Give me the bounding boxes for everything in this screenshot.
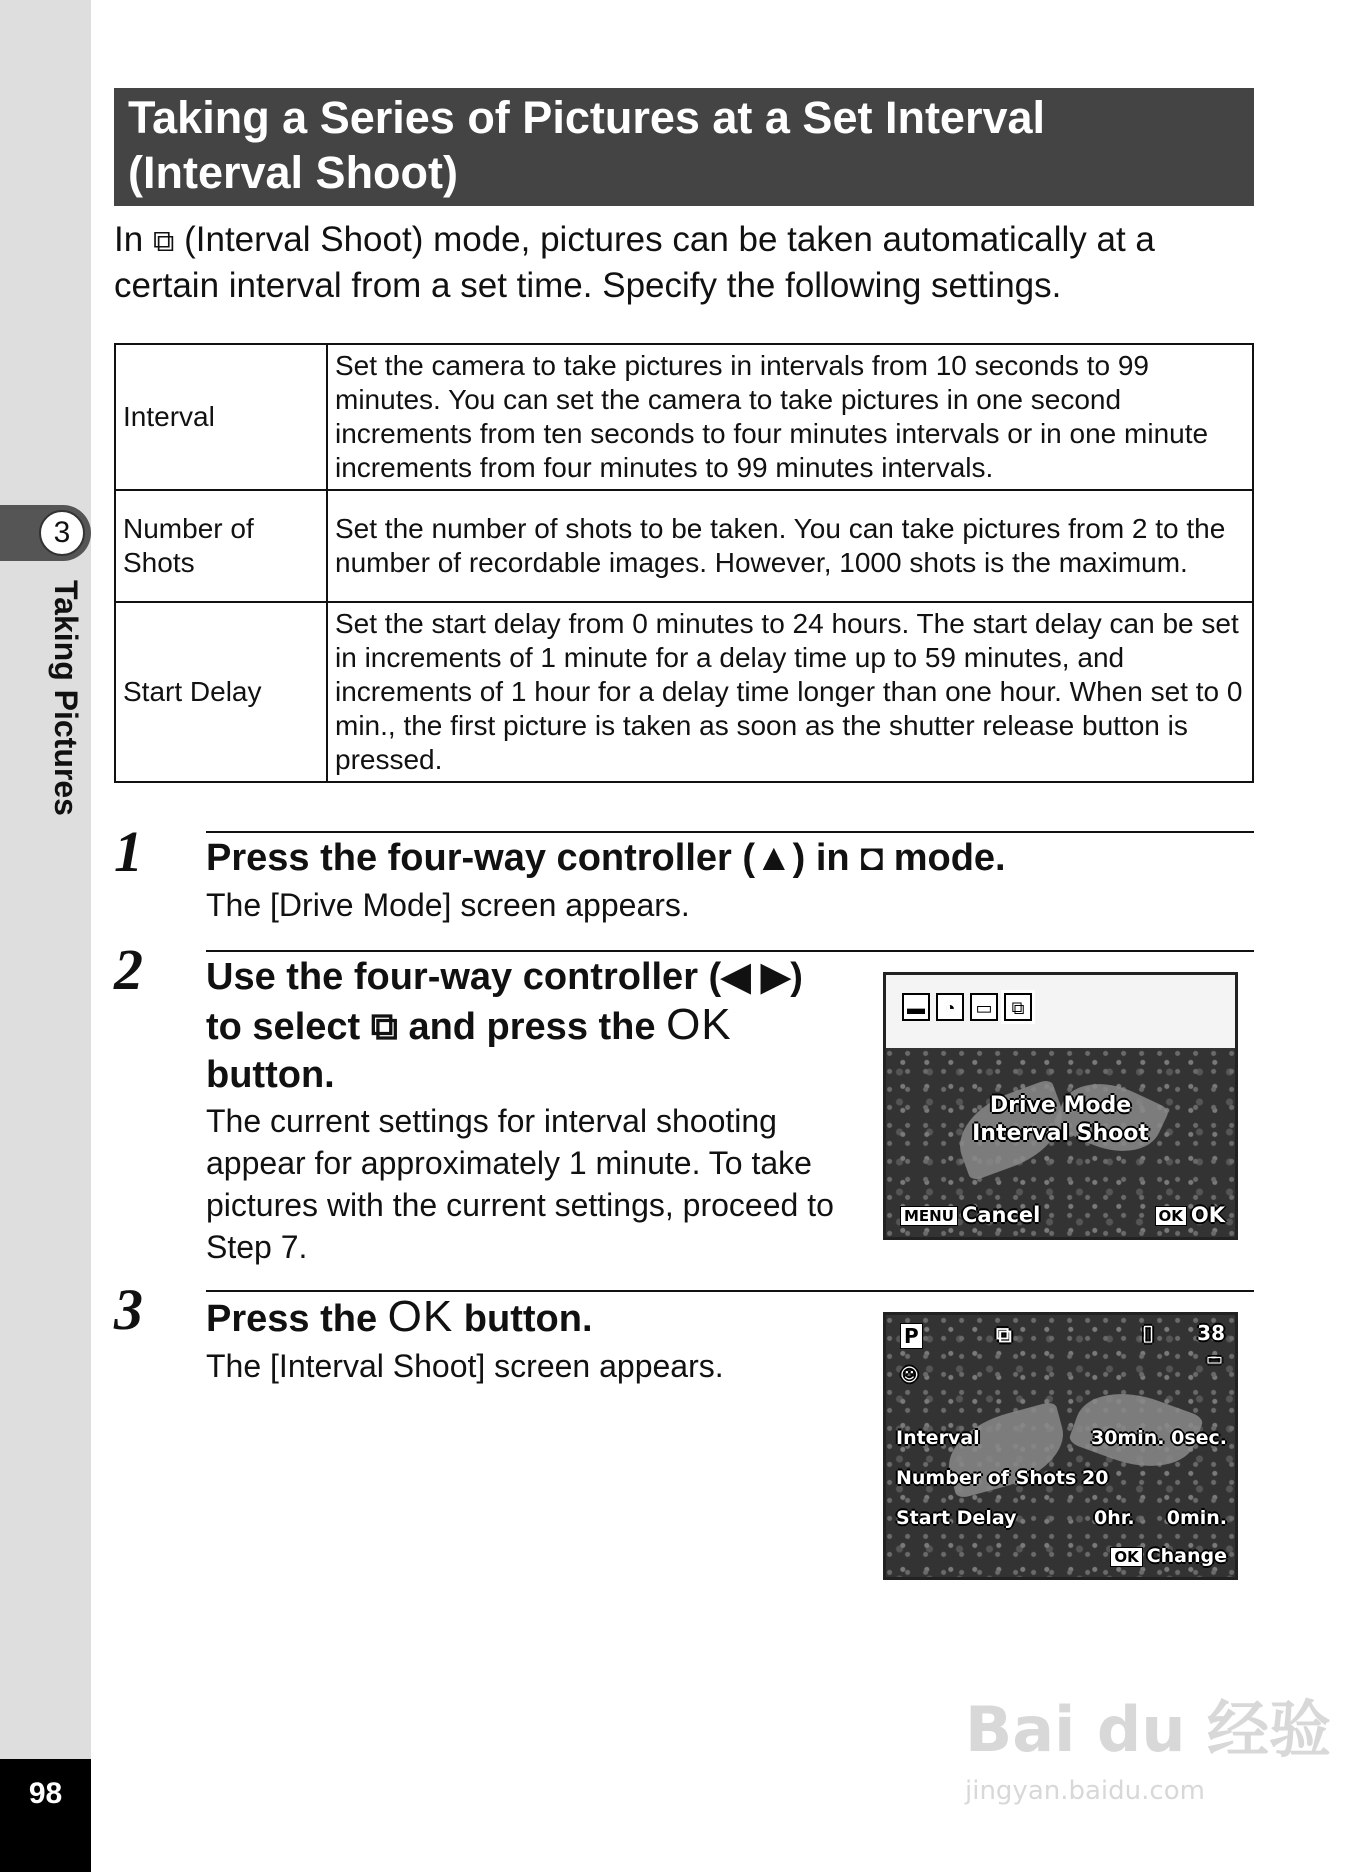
chapter-label: Taking Pictures [48,580,84,816]
title-line-2: (Interval Shoot) [128,147,459,198]
start-delay-label: Start Delay [896,1507,1017,1529]
memory-card-icon: ▯ [1142,1321,1155,1346]
settings-table [114,343,1254,783]
cancel-label: Cancel [961,1203,1041,1227]
up-arrow-icon: ▲ [755,837,793,879]
setting-label: Interval [115,344,327,490]
self-timer-icon: ◔ [936,993,964,1021]
change-label: Change [1146,1545,1227,1567]
step-1-number: 1 [114,819,143,884]
start-delay-minutes: 0min. [1166,1507,1227,1529]
screen1-title: Drive Mode [989,1093,1132,1118]
step-2-heading-a: Use the four-way controller ( [206,956,722,998]
shots-value: 20 [1082,1467,1109,1489]
left-right-arrows-icon: ◀ ▶ [721,956,791,998]
intro-post: (Interval Shoot) mode, pictures can be taken automatically at a certain interval from a set time. Specify the following settings. [114,220,1155,305]
step-3-heading-b: button. [463,1298,593,1340]
ok-button-glyph: OK [387,1292,454,1341]
ok-key-icon: OK [1155,1206,1187,1226]
setting-description: Set the camera to take pictures in intervals from 10 seconds to 99 minutes. You can set the camera to take pictures in one second increments from ten seconds to four minutes intervals or in one minute increments from four minutes to 99 minutes intervals. [327,344,1253,490]
interval-shoot-icon: ⧉ [370,1006,398,1048]
step-2-heading-b: ) [790,956,803,998]
title-line-1: Taking a Series of Pictures at a Set Interval [128,92,1046,143]
intro-pre: In [114,220,144,259]
step-2-body: The current settings for interval shooting appear for approximately 1 minute. To take pictures with the current settings, proceed to Step 7. [206,1103,834,1265]
interval-shoot-screen [883,1312,1238,1580]
ok-button-glyph: OK [666,1000,732,1049]
ok-label: OK [1190,1203,1225,1227]
step-2-rule [206,950,1254,952]
drive-mode-screen [883,972,1238,1240]
step-1-body: The [Drive Mode] screen appears. [206,887,690,923]
face-detect-icon: ☺ [900,1365,919,1386]
chapter-number: 3 [39,510,85,556]
interval-value: 30min. 0sec. [1090,1427,1227,1449]
step-1-heading-c: mode. [893,837,1006,879]
start-delay-hours: 0hr. [1094,1507,1135,1529]
step-3-body: The [Interval Shoot] screen appears. [206,1348,724,1384]
page-number-box [0,1759,91,1872]
step-3-heading-a: Press the [206,1298,378,1340]
screen1-cancel [900,1203,1040,1227]
camera-mode-icon: ◘ [860,837,884,879]
interval-shoot-icon: ⧉ [996,1323,1012,1348]
step-2-heading [206,953,866,1099]
continuous-icon: ▭ [970,993,998,1021]
screen1-subtitle: Interval Shoot [972,1121,1149,1146]
table-row [115,344,1253,490]
intro-paragraph [114,218,1264,308]
interval-shoot-icon: ⧉ [152,225,175,258]
setting-label: Start Delay [115,602,327,782]
shooting-mode [900,1323,927,1349]
step-1-rule [206,831,1254,833]
battery-icon: ▭ [1205,1349,1223,1370]
program-mode-icon: P [900,1323,923,1349]
setting-label: Number of Shots [115,490,327,602]
step-2-heading-d: and press the [408,1006,656,1048]
shots-label: Number of Shots [896,1467,1077,1489]
watermark-logo: Bai du 经验 [965,1693,1332,1766]
step-2-heading-c: to select [206,1006,361,1048]
interval-shoot-icon: ⧉ [1004,993,1032,1021]
table-row [115,490,1253,602]
table-row [115,602,1253,782]
menu-key-icon: MENU [900,1206,958,1226]
step-1-heading [206,834,1254,882]
step-2-heading-e: button. [206,1054,335,1096]
page-title [114,88,1254,206]
step-3-rule [206,1290,1254,1292]
step-1-heading-b: ) in [792,837,850,879]
interval-label: Interval [896,1427,980,1449]
step-3-heading [206,1293,866,1343]
setting-description: Set the start delay from 0 minutes to 24 hours. The start delay can be set in increments of 1 minute for a delay time up to 59 minutes, and increments of 1 hour for a delay time longer than one hour. When set to 0 min., the first picture is taken as soon as the shutter release button is pressed. [327,602,1253,782]
step-1-heading-a: Press the four-way controller ( [206,837,756,879]
setting-description: Set the number of shots to be taken. You can take pictures from 2 to the number of recordable images. However, 1000 shots is the maximum. [327,490,1253,602]
step-3-number: 3 [114,1277,143,1342]
page-number: 98 [28,1777,63,1810]
watermark-url: jingyan.baidu.com [965,1776,1205,1806]
single-frame-icon: ▬ [902,993,930,1021]
ok-key-icon: OK [1110,1547,1142,1567]
chapter-sidebar [0,0,91,1872]
drive-mode-icon-row [902,987,1032,1027]
shots-remaining: 38 [1197,1321,1225,1345]
change-hint [1110,1545,1227,1567]
step-2-number: 2 [114,937,143,1002]
screen1-ok [1155,1203,1226,1227]
